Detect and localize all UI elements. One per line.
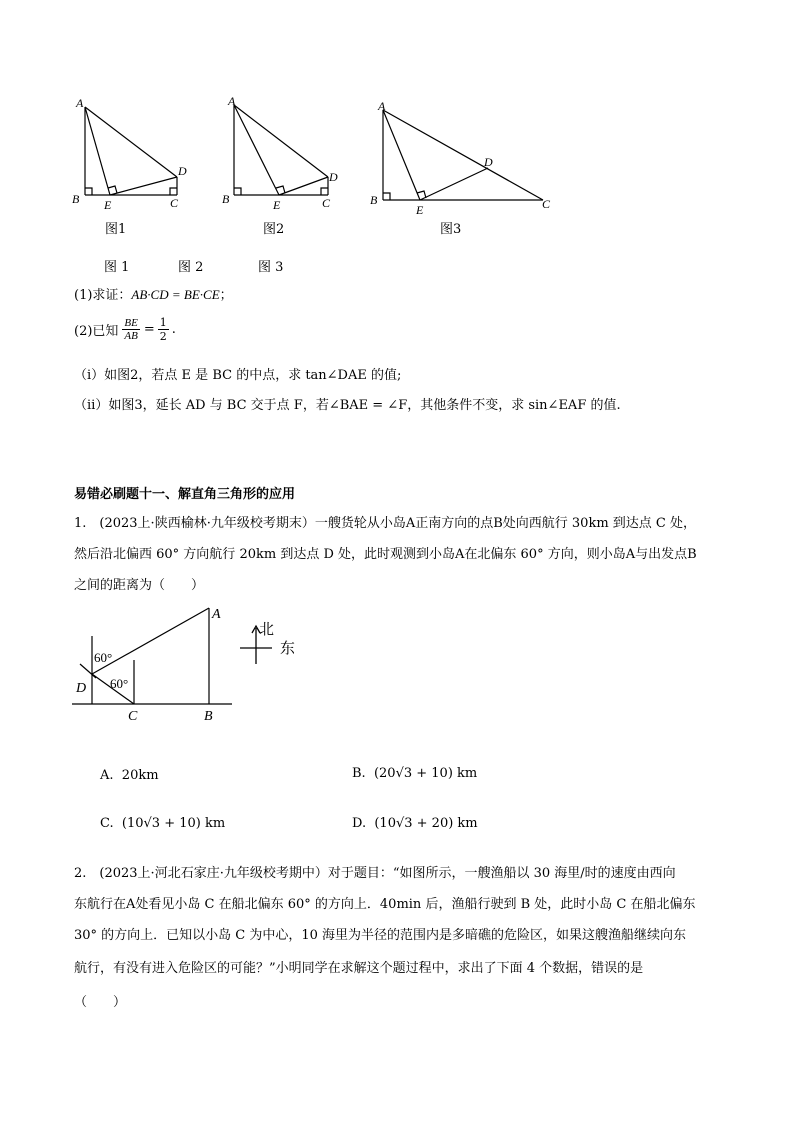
q1-option-d-text: (10√3 + 20) km <box>374 816 478 831</box>
caption-row-1: 图 1 <box>104 260 130 275</box>
q1-label-b: B <box>204 709 213 724</box>
q2-line3: 30° 的方向上．已知以小岛 C 为中心，10 海里为半径的范围内是多暗礁的危险区，如果这艘渔船继续向东 <box>74 928 687 943</box>
q1-option-b-letter: B. <box>352 766 366 781</box>
part1-formula: AB·CD = BE·CE <box>131 287 220 302</box>
fig3-label-e: E <box>416 203 424 215</box>
fig2-caption: 图2 <box>263 222 285 237</box>
q1-angle-2: 60° <box>110 676 129 691</box>
fig1-label-a: A <box>76 96 84 110</box>
fig3-label-a: A <box>378 100 386 113</box>
caption-row-2: 图 2 <box>178 260 204 275</box>
part1-line <box>74 284 233 303</box>
q1-option-a-letter: A. <box>100 768 114 783</box>
part2-frac-num: BE <box>124 316 138 329</box>
part2-eq: = <box>143 321 155 337</box>
part2-val-den: 2 <box>159 329 167 343</box>
q1-line1: 1. (2023上·陕西榆林·九年级校考期末）一艘货轮从小岛A正南方向的点B处向西航行 30km 到达点 C 处， <box>74 516 696 531</box>
compass-east-label: 东 <box>280 641 296 657</box>
q1-option-c[interactable] <box>100 816 225 831</box>
part2-frac-den: AB <box>124 329 138 342</box>
caption-row-3: 图 3 <box>258 260 284 275</box>
q1-line3: 之间的距离为（ ） <box>74 578 205 593</box>
q1-figure <box>70 600 250 725</box>
fig3-label-c: C <box>542 197 551 211</box>
fig1-label-b: B <box>72 192 80 206</box>
fig3-caption: 图3 <box>440 222 462 237</box>
q2-line2: 东航行在A处看见小岛 C 在船北偏东 60° 的方向上．40min 后，渔船行驶到 B 处，此时小岛 C 在船北偏东 <box>74 897 696 912</box>
figure-2 <box>222 93 352 215</box>
figure-3 <box>370 100 560 215</box>
sub-question-i: （ⅰ）如图2，若点 E 是 BC 的中点，求 tan∠DAE 的值; <box>74 368 402 383</box>
q2-line1: 2. (2023上·河北石家庄·九年级校考期中）对于题目：“如图所示，一艘渔船以 30 海里/时的速度由西向 <box>74 866 676 881</box>
q1-option-c-text: (10√3 + 10) km <box>121 816 226 831</box>
fig2-label-b: B <box>222 192 230 206</box>
fig2-label-c: C <box>322 196 331 210</box>
part1-suffix: ； <box>219 288 233 303</box>
fig3-label-d: D <box>484 155 493 169</box>
q1-label-a: A <box>212 607 221 622</box>
fig2-label-d: D <box>329 170 338 184</box>
q1-option-c-letter: C. <box>100 816 114 831</box>
q1-option-a-text: 20km <box>121 768 159 783</box>
q1-label-c: C <box>128 709 138 724</box>
section-title: 易错必刷题十一、解直角三角形的应用 <box>74 487 296 502</box>
part2-value <box>158 316 169 343</box>
part1-prefix: (1)求证： <box>74 288 132 303</box>
fig1-label-d: D <box>178 164 187 178</box>
q2-line4: 航行，有没有进入危险区的可能？”小明同学在求解这个题过程中，求出了下面 4 个数据，错误的是 <box>74 961 644 976</box>
q1-angle-1: 60° <box>94 650 113 665</box>
q2-line5: （ ） <box>74 995 127 1010</box>
fig1-label-c: C <box>170 196 179 210</box>
figure-1 <box>70 95 200 215</box>
q1-option-d-letter: D. <box>352 816 367 831</box>
fig1-caption: 图1 <box>105 222 127 237</box>
q1-option-b[interactable] <box>352 766 477 781</box>
fig2-label-a: A <box>228 94 236 108</box>
part2-val-num: 1 <box>159 315 167 329</box>
compass-north-label: 北 <box>259 622 275 638</box>
fig1-label-e: E <box>104 198 112 212</box>
q1-option-d[interactable] <box>352 816 478 831</box>
part2-line <box>74 311 176 347</box>
q1-line2: 然后沿北偏西 60° 方向航行 20km 到达点 D 处，此时观测到小岛A在北偏东 60° 方向，则小岛A与出发点B <box>74 547 697 562</box>
part2-fraction <box>122 317 139 342</box>
sub-question-ii: （ⅱ）如图3，延长 AD 与 BC 交于点 F，若∠BAE = ∠F，其他条件不变，求 sin∠EAF 的值. <box>74 398 621 413</box>
fig3-label-b: B <box>370 193 378 207</box>
q1-label-d: D <box>76 681 87 696</box>
part2-prefix: (2)已知 <box>74 323 119 339</box>
q1-option-a[interactable] <box>100 768 159 783</box>
compass-icon <box>236 620 306 670</box>
part2-suffix: . <box>171 321 176 337</box>
fig2-label-e: E <box>273 198 281 212</box>
q1-option-b-text: (20√3 + 10) km <box>373 766 478 781</box>
